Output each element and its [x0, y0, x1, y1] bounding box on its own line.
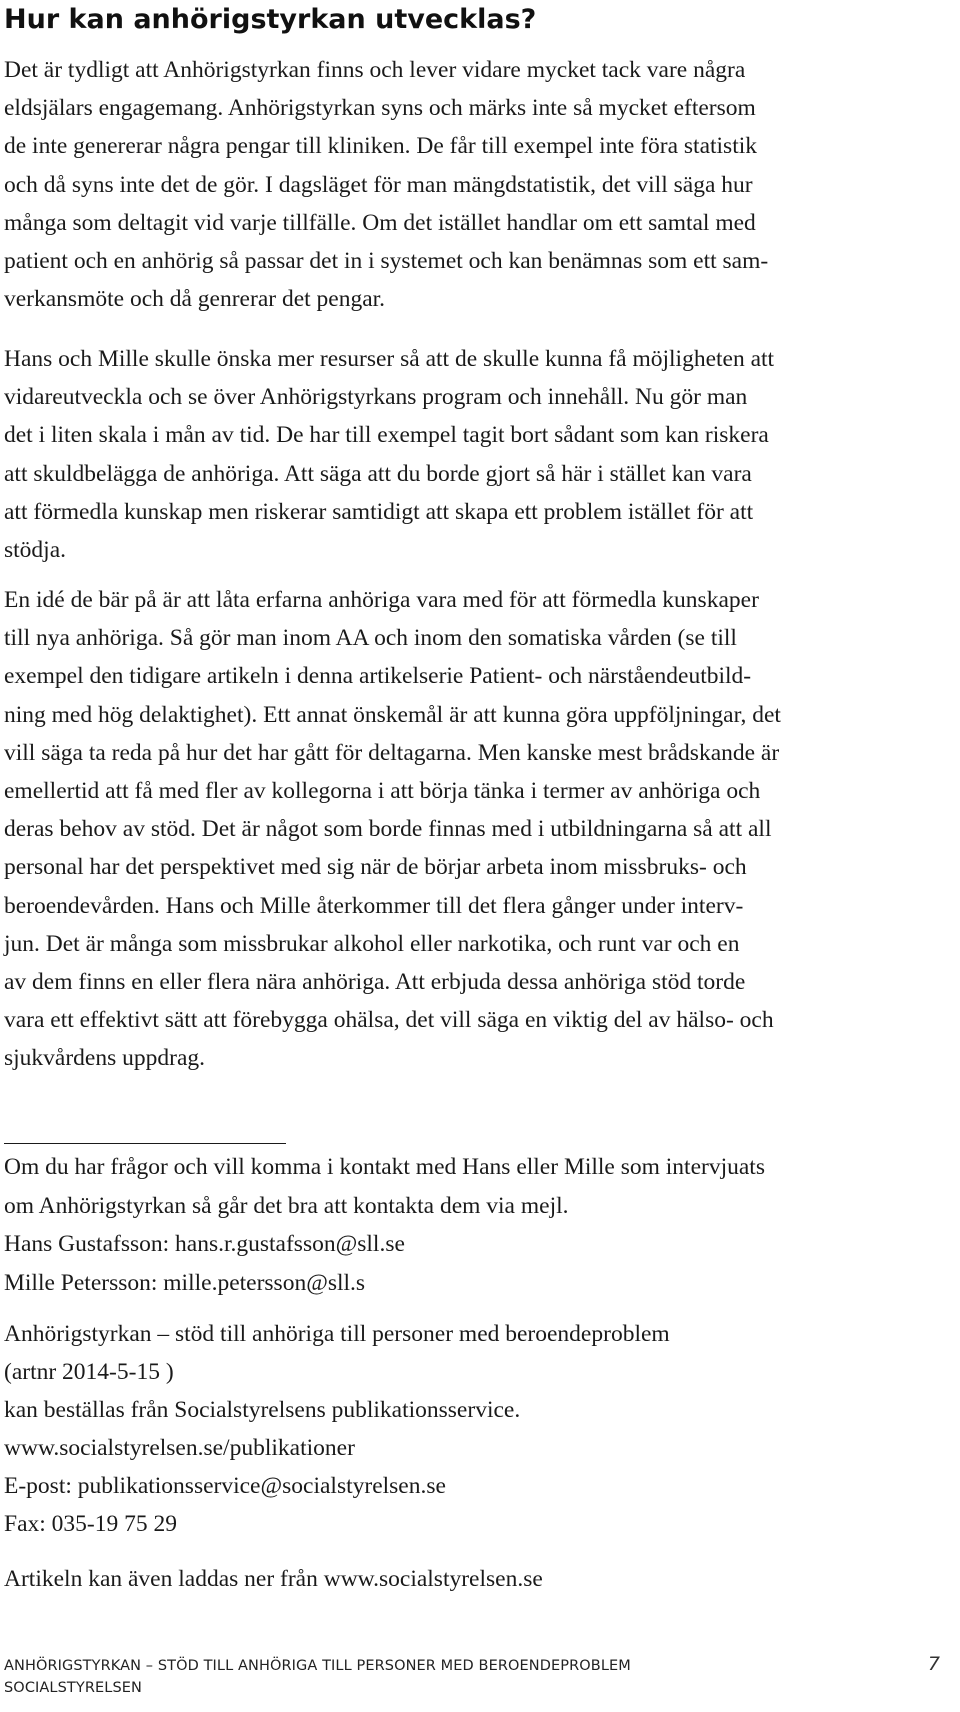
- text-line: att förmedla kunskap men riskerar samtidigt att skapa ett problem istället för att: [4, 498, 754, 525]
- text-line: deras behov av stöd. Det är något som borde finnas med i utbildningarna så att all: [4, 816, 772, 843]
- page-footer: [4, 1655, 631, 1699]
- section-divider: [4, 1143, 286, 1144]
- text-line: vara ett effektivt sätt att förebygga ohälsa, det vill säga en viktig del av hälso- och: [4, 1007, 774, 1034]
- contact-email-hans: Hans Gustafsson: hans.r.gustafsson@sll.se: [4, 1231, 405, 1257]
- contact-line: om Anhörigstyrkan så går det bra att kontakta dem via mejl.: [4, 1192, 569, 1219]
- text-line: sjukvårdens uppdrag.: [4, 1045, 206, 1072]
- page-heading: Hur kan anhörigstyrkan utvecklas?: [4, 4, 537, 35]
- text-line: eldsjälars engagemang. Anhörigstyrkan syns och märks inte så mycket eftersom: [4, 95, 756, 122]
- text-line: stödja.: [4, 537, 67, 564]
- text-line: exempel den tidigare artikeln i denna artikelserie Patient- och närståendeutbild-: [4, 663, 752, 690]
- order-email: E-post: publikationsservice@socialstyrelsen.se: [4, 1473, 446, 1499]
- page-number: 7: [927, 1653, 940, 1675]
- text-line: det i liten skala i mån av tid. De har till exempel tagit bort sådant som kan riskera: [4, 422, 769, 449]
- contact-email-mille: Mille Petersson: mille.petersson@sll.s: [4, 1269, 366, 1296]
- text-line: jun. Det är många som missbrukar alkohol eller narkotika, och runt var och en: [4, 930, 740, 957]
- publications-url: www.socialstyrelsen.se/publikationer: [4, 1435, 355, 1461]
- download-note: Artikeln kan även laddas ner från www.socialstyrelsen.se: [4, 1566, 543, 1592]
- order-info-block: [4, 1315, 670, 1543]
- text-line: vidareutveckla och se över Anhörigstyrkans program och innehåll. Nu gör man: [4, 384, 748, 411]
- text-line: Det är tydligt att Anhörigstyrkan finns och lever vidare mycket tack vare några: [4, 57, 746, 83]
- paragraph-2: [4, 340, 944, 569]
- footer-publisher: SOCIALSTYRELSEN: [4, 1680, 142, 1696]
- order-text: kan beställas från Socialstyrelsens publikationsservice.: [4, 1397, 521, 1423]
- contact-line: Om du har frågor och vill komma i kontakt med Hans eller Mille som intervjuats: [4, 1154, 765, 1180]
- order-fax: Fax: 035-19 75 29: [4, 1511, 177, 1537]
- text-line: patient och en anhörig så passar det in i systemet och kan benämnas som ett sam-: [4, 248, 769, 275]
- text-line: till nya anhöriga. Så gör man inom AA och inom den somatiska vården (se till: [4, 625, 737, 652]
- text-line: vill säga ta reda på hur det har gått för deltagarna. Men kanske mest brådskande är: [4, 739, 780, 766]
- footer-publication-title: ANHÖRIGSTYRKAN – STÖD TILL ANHÖRIGA TILL PERSONER MED BEROENDEPROBLEM: [4, 1658, 631, 1674]
- text-line: att skuldbelägga de anhöriga. Att säga att du borde gjort så här i stället kan vara: [4, 460, 752, 487]
- text-line: personal har det perspektivet med sig när de börjar arbeta inom missbruks- och: [4, 854, 747, 881]
- text-line: de inte genererar några pengar till kliniken. De får till exempel inte föra statistik: [4, 133, 758, 160]
- paragraph-3: [4, 581, 944, 1078]
- text-line: många som deltagit vid varje tillfälle. Om det istället handlar om ett samtal med: [4, 209, 756, 236]
- text-line: beroendevården. Hans och Mille återkommer till det flera gånger under interv-: [4, 892, 744, 919]
- publication-title: Anhörigstyrkan – stöd till anhöriga till personer med beroendeproblem: [4, 1321, 670, 1347]
- text-line: verkansmöte och då genrerar det pengar.: [4, 286, 386, 313]
- text-line: En idé de bär på är att låta erfarna anhöriga vara med för att förmedla kunskaper: [4, 587, 759, 613]
- contact-block: [4, 1148, 765, 1302]
- text-line: av dem finns en eller flera nära anhöriga. Att erbjuda dessa anhöriga stöd torde: [4, 969, 746, 996]
- text-line: emellertid att få med fler av kollegorna i att börja tänka i termer av anhöriga och: [4, 778, 761, 805]
- text-line: Hans och Mille skulle önska mer resurser så att de skulle kunna få möjligheten att: [4, 346, 775, 372]
- paragraph-1: [4, 51, 944, 318]
- text-line: och då syns inte det de gör. I dagsläget för man mängdstatistik, det vill säga hur: [4, 171, 753, 198]
- article-number: (artnr 2014-5-15 ): [4, 1359, 174, 1385]
- text-line: ning med hög delaktighet). Ett annat önskemål är att kunna göra uppföljningar, det: [4, 701, 781, 728]
